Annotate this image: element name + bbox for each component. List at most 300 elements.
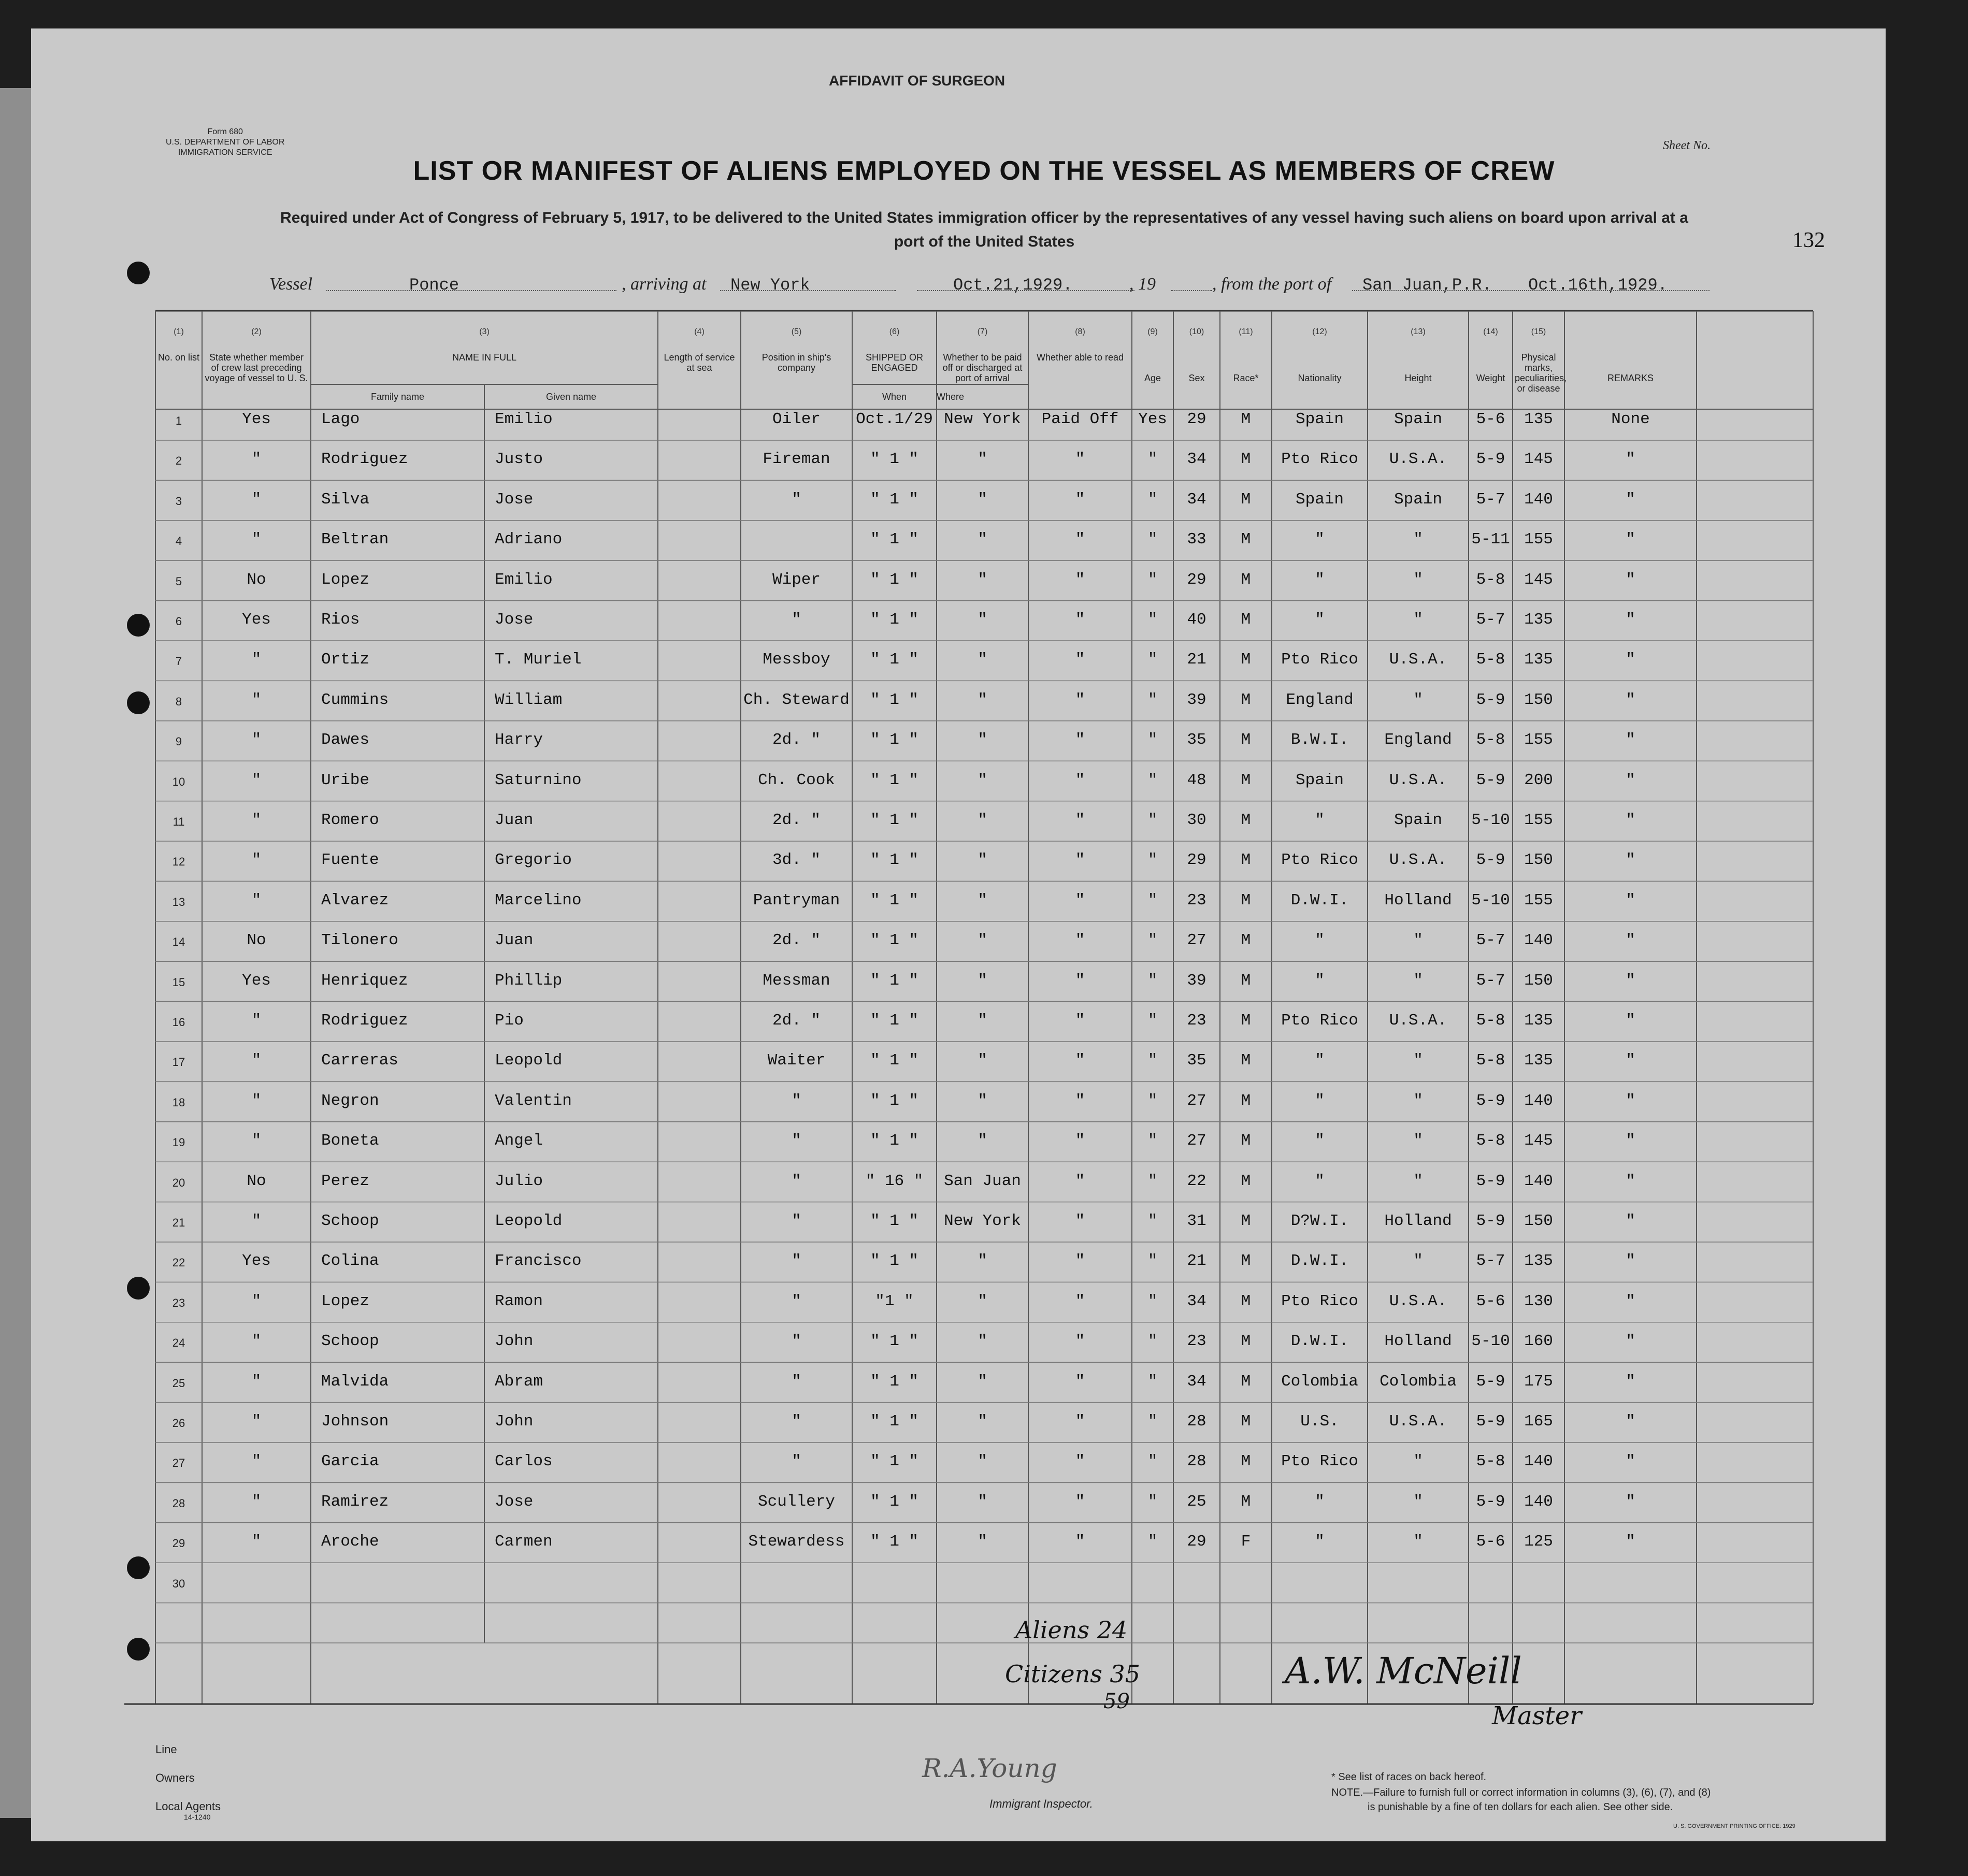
cell-nationality: Spain bbox=[1394, 410, 1442, 428]
cell-no: 17 bbox=[172, 1056, 185, 1069]
cell-no: 22 bbox=[172, 1256, 185, 1269]
cell-marks: " bbox=[1626, 530, 1635, 549]
cell-no: 1 bbox=[175, 414, 182, 427]
column-number: (7) bbox=[977, 327, 988, 336]
cell-nationality: " bbox=[1413, 1452, 1423, 1471]
cell-sex: M bbox=[1241, 1012, 1251, 1030]
cell-sex: M bbox=[1241, 931, 1251, 950]
cell-age: 34 bbox=[1187, 1372, 1206, 1391]
cell-member: Yes bbox=[242, 971, 271, 990]
cell-height: 5-7 bbox=[1476, 611, 1505, 629]
cell-position: 2d. " bbox=[772, 1012, 821, 1030]
cell-no: 9 bbox=[175, 735, 182, 748]
cell-read: " bbox=[1147, 971, 1158, 990]
column-header: Whether able to read bbox=[1036, 352, 1124, 363]
column-header: Length of service at sea bbox=[664, 352, 735, 373]
cell-member: " bbox=[251, 1452, 262, 1471]
cell-nationality: " bbox=[1413, 690, 1423, 709]
cell-height: 5-9 bbox=[1476, 1412, 1505, 1431]
cell-family: Carreras bbox=[321, 1051, 398, 1070]
cell-when: " 1 " bbox=[870, 611, 918, 629]
cell-when: " 1 " bbox=[870, 1492, 918, 1511]
cell-member: " bbox=[251, 1533, 262, 1551]
cell-age: 21 bbox=[1187, 1252, 1206, 1271]
cell-sex: M bbox=[1241, 1212, 1251, 1230]
cell-nationality: " bbox=[1413, 1051, 1423, 1070]
cell-marks: " bbox=[1626, 690, 1635, 709]
cell-marks: " bbox=[1626, 1452, 1635, 1471]
cell-marks: " bbox=[1626, 1212, 1635, 1230]
cell-sex: M bbox=[1241, 1492, 1251, 1511]
cell-position: " bbox=[792, 1452, 801, 1471]
cell-marks: " bbox=[1626, 971, 1635, 990]
column-number: (6) bbox=[889, 327, 900, 336]
cell-member: " bbox=[251, 731, 262, 749]
cell-nationality: Holland bbox=[1384, 891, 1452, 910]
cell-when: " 1 " bbox=[870, 530, 918, 549]
cell-nationality: Holland bbox=[1384, 1332, 1452, 1351]
cell-when: " 1 " bbox=[870, 1412, 918, 1431]
column-number: (3) bbox=[479, 327, 490, 336]
cell-given: Emilio bbox=[495, 410, 553, 428]
cell-race: B.W.I. bbox=[1290, 731, 1349, 749]
cell-member: No bbox=[247, 931, 266, 950]
cell-family: Malvida bbox=[321, 1372, 389, 1391]
cell-read: " bbox=[1147, 1012, 1158, 1030]
cell-age: 39 bbox=[1187, 690, 1206, 709]
cell-weight: 160 bbox=[1524, 1332, 1553, 1351]
cell-race: " bbox=[1315, 971, 1325, 990]
cell-no: 24 bbox=[172, 1336, 185, 1350]
fine-note-1: NOTE.—Failure to furnish full or correct information in columns (3), (6), (7), and (8) bbox=[1331, 1787, 1711, 1798]
cell-member: No bbox=[247, 570, 266, 589]
cell-age: 34 bbox=[1187, 450, 1206, 469]
master-signature: A.W. McNeill bbox=[1285, 1650, 1522, 1692]
cell-where: " bbox=[978, 931, 987, 950]
cell-sex: M bbox=[1241, 1412, 1251, 1431]
cell-paid: " bbox=[1075, 1332, 1085, 1351]
cell-sex: F bbox=[1241, 1533, 1251, 1551]
cell-where: " bbox=[978, 851, 987, 870]
cell-sex: M bbox=[1241, 731, 1251, 749]
cell-position: Fireman bbox=[763, 450, 830, 469]
cell-race: Spain bbox=[1295, 410, 1344, 428]
cell-age: 40 bbox=[1187, 611, 1206, 629]
agents-label: Local Agents bbox=[155, 1800, 221, 1813]
cell-sex: M bbox=[1241, 450, 1251, 469]
cell-read: " bbox=[1147, 851, 1158, 870]
cell-age: 34 bbox=[1187, 490, 1206, 509]
cell-member: " bbox=[251, 1292, 262, 1310]
cell-age: 35 bbox=[1187, 1051, 1206, 1070]
aliens-total-label: Aliens bbox=[1015, 1616, 1090, 1644]
cell-when: " 1 " bbox=[870, 1372, 918, 1391]
cell-read: " bbox=[1147, 771, 1158, 789]
cell-given: Leopold bbox=[495, 1212, 563, 1230]
cell-age: 23 bbox=[1187, 1332, 1206, 1351]
cell-age: 29 bbox=[1187, 570, 1206, 589]
cell-weight: 145 bbox=[1524, 450, 1553, 469]
footer-form-code: 14-1240 bbox=[184, 1813, 211, 1821]
cell-member: " bbox=[251, 811, 262, 829]
cell-where: " bbox=[978, 1492, 987, 1511]
cell-sex: M bbox=[1241, 851, 1251, 870]
cell-marks: " bbox=[1626, 570, 1635, 589]
cell-weight: 140 bbox=[1524, 1452, 1553, 1471]
cell-family: Uribe bbox=[321, 771, 370, 789]
cell-member: " bbox=[251, 1132, 262, 1150]
cell-race: Spain bbox=[1295, 490, 1344, 509]
cell-where: " bbox=[978, 1372, 987, 1391]
column-subheader: Given name bbox=[545, 392, 597, 402]
cell-where: " bbox=[978, 1412, 987, 1431]
cell-race: " bbox=[1315, 530, 1325, 549]
cell-no: 4 bbox=[175, 535, 182, 548]
departure-date: Oct.16th,1929. bbox=[1528, 276, 1668, 295]
cell-given: John bbox=[495, 1332, 534, 1351]
cell-family: Rodriguez bbox=[321, 1012, 408, 1030]
cell-race: " bbox=[1315, 1492, 1325, 1511]
vessel-label: Vessel bbox=[269, 275, 313, 294]
cell-sex: M bbox=[1241, 410, 1251, 428]
cell-family: Henriquez bbox=[321, 971, 408, 990]
citizens-total-value: 35 bbox=[1110, 1660, 1140, 1688]
cell-paid: " bbox=[1075, 690, 1085, 709]
cell-read: Yes bbox=[1138, 410, 1167, 428]
column-number: (8) bbox=[1075, 327, 1085, 336]
cell-where: " bbox=[978, 1292, 987, 1310]
arrival-date: Oct.21,1929. bbox=[953, 276, 1073, 295]
cell-nationality: U.S.A. bbox=[1389, 651, 1447, 669]
cell-nationality: U.S.A. bbox=[1389, 1292, 1447, 1310]
cell-age: 27 bbox=[1187, 1091, 1206, 1110]
owners-label: Owners bbox=[155, 1771, 195, 1784]
aliens-total bbox=[1015, 1616, 1127, 1644]
cell-where: " bbox=[978, 1332, 987, 1351]
cell-member: " bbox=[251, 651, 262, 669]
cell-position: " bbox=[792, 1091, 801, 1110]
cell-age: 23 bbox=[1187, 1012, 1206, 1030]
cell-height: 5-10 bbox=[1471, 891, 1510, 910]
cell-where: " bbox=[978, 570, 987, 589]
cell-when: " 1 " bbox=[870, 811, 918, 829]
cell-family: Negron bbox=[321, 1091, 379, 1110]
column-header: Whether to be paid off or discharged at port of arrival bbox=[942, 352, 1023, 383]
cell-when: " 1 " bbox=[870, 1212, 918, 1230]
cell-given: Julio bbox=[495, 1172, 543, 1190]
printer-imprint: U. S. GOVERNMENT PRINTING OFFICE: 1929 bbox=[1673, 1823, 1795, 1829]
cell-when: " 1 " bbox=[870, 1012, 918, 1030]
cell-age: 27 bbox=[1187, 931, 1206, 950]
cell-paid: " bbox=[1075, 530, 1085, 549]
cell-height: 5-8 bbox=[1476, 731, 1505, 749]
cell-when: " 16 " bbox=[865, 1172, 924, 1190]
cell-given: T. Muriel bbox=[495, 651, 582, 669]
cell-given: Angel bbox=[495, 1132, 543, 1150]
cell-family: Fuente bbox=[321, 851, 379, 870]
cell-weight: 145 bbox=[1524, 1132, 1553, 1150]
cell-marks: " bbox=[1626, 1051, 1635, 1070]
cell-paid: " bbox=[1075, 1212, 1085, 1230]
cell-height: 5-9 bbox=[1476, 851, 1505, 870]
cell-family: Dawes bbox=[321, 731, 370, 749]
cell-family: Alvarez bbox=[321, 891, 389, 910]
cell-marks: " bbox=[1626, 1412, 1635, 1431]
cell-age: 28 bbox=[1187, 1412, 1206, 1431]
column-header: Nationality bbox=[1298, 373, 1342, 383]
cell-no: 23 bbox=[172, 1296, 185, 1309]
cell-race: " bbox=[1315, 1091, 1325, 1110]
cell-no: 6 bbox=[175, 615, 182, 628]
cell-height: 5-7 bbox=[1476, 971, 1505, 990]
cell-paid: " bbox=[1075, 450, 1085, 469]
cell-paid: " bbox=[1075, 771, 1085, 789]
cell-height: 5-8 bbox=[1476, 1452, 1505, 1471]
cell-member: " bbox=[251, 851, 262, 870]
cell-family: Ramirez bbox=[321, 1492, 389, 1511]
cell-when: " 1 " bbox=[870, 1252, 918, 1271]
cell-where: " bbox=[978, 450, 987, 469]
cell-position: Scullery bbox=[758, 1492, 835, 1511]
cell-family: Schoop bbox=[321, 1212, 379, 1230]
column-subheader: When bbox=[882, 392, 907, 402]
cell-given: Pio bbox=[495, 1012, 524, 1030]
cell-no: 3 bbox=[175, 494, 182, 508]
cell-read: " bbox=[1147, 891, 1158, 910]
cell-weight: 125 bbox=[1524, 1533, 1553, 1551]
cell-nationality: " bbox=[1413, 570, 1423, 589]
cell-position: " bbox=[792, 490, 801, 509]
cell-member: " bbox=[251, 1091, 262, 1110]
cell-nationality: " bbox=[1413, 1091, 1423, 1110]
cell-race: D?W.I. bbox=[1290, 1212, 1349, 1230]
cell-race: D.W.I. bbox=[1290, 1332, 1349, 1351]
cell-paid: " bbox=[1075, 611, 1085, 629]
cell-read: " bbox=[1147, 931, 1158, 950]
affidavit-heading: AFFIDAVIT OF SURGEON bbox=[829, 73, 1005, 89]
cell-given: Jose bbox=[495, 611, 534, 629]
cell-height: 5-7 bbox=[1476, 490, 1505, 509]
cell-race: U.S. bbox=[1300, 1412, 1339, 1431]
cell-member: " bbox=[251, 1332, 262, 1351]
cell-sex: M bbox=[1241, 611, 1251, 629]
cell-family: Ortiz bbox=[321, 651, 370, 669]
cell-height: 5-9 bbox=[1476, 1212, 1505, 1230]
from-port-label: , from the port of bbox=[1212, 275, 1332, 294]
cell-member: " bbox=[251, 1212, 262, 1230]
cell-given: Leopold bbox=[495, 1051, 563, 1070]
cell-no: 11 bbox=[173, 815, 185, 828]
cell-family: Lago bbox=[321, 410, 360, 428]
cell-paid: " bbox=[1075, 891, 1085, 910]
cell-age: 29 bbox=[1187, 410, 1206, 428]
cell-position: Ch. Cook bbox=[758, 771, 835, 789]
cell-no: 29 bbox=[172, 1537, 185, 1550]
citizens-total bbox=[1005, 1660, 1140, 1688]
cell-family: Silva bbox=[321, 490, 370, 509]
cell-when: " 1 " bbox=[870, 851, 918, 870]
cell-given: William bbox=[495, 690, 563, 709]
cell-no: 13 bbox=[172, 895, 185, 908]
cell-where: " bbox=[978, 771, 987, 789]
cell-family: Colina bbox=[321, 1252, 379, 1271]
form-department: U.S. DEPARTMENT OF LABOR bbox=[166, 138, 285, 147]
cell-read: " bbox=[1147, 1412, 1158, 1431]
cell-height: 5-6 bbox=[1476, 1292, 1505, 1310]
subtitle-line-1: Required under Act of Congress of February 5, 1917, to be delivered to the United States immigration officer by the representatives of any vessel having such aliens on board upon arrival at a bbox=[280, 209, 1688, 226]
cell-no: 19 bbox=[172, 1136, 185, 1149]
cell-height: 5-9 bbox=[1476, 450, 1505, 469]
form-number: Form 680 bbox=[207, 127, 243, 136]
cell-when: " 1 " bbox=[870, 931, 918, 950]
cell-paid: " bbox=[1075, 1012, 1085, 1030]
line-label: Line bbox=[155, 1743, 177, 1756]
cell-paid: " bbox=[1075, 570, 1085, 589]
cell-when: " 1 " bbox=[870, 1332, 918, 1351]
cell-given: John bbox=[495, 1412, 534, 1431]
cell-weight: 135 bbox=[1524, 611, 1553, 629]
cell-given: Juan bbox=[495, 811, 534, 829]
cell-height: 5-9 bbox=[1476, 771, 1505, 789]
column-header: Age bbox=[1144, 373, 1161, 383]
cell-no: 10 bbox=[172, 775, 185, 788]
cell-when: " 1 " bbox=[870, 891, 918, 910]
cell-read: " bbox=[1147, 1292, 1158, 1310]
cell-where: " bbox=[978, 690, 987, 709]
cell-no: 25 bbox=[172, 1376, 185, 1390]
cell-sex: M bbox=[1241, 1372, 1251, 1391]
cell-paid: " bbox=[1075, 1292, 1085, 1310]
column-subheader: Family name bbox=[370, 392, 425, 402]
cell-sex: M bbox=[1241, 1252, 1251, 1271]
cell-read: " bbox=[1147, 530, 1158, 549]
cell-no: 14 bbox=[172, 935, 185, 949]
cell-paid: " bbox=[1075, 1252, 1085, 1271]
cell-nationality: Holland bbox=[1384, 1212, 1452, 1230]
cell-when: " 1 " bbox=[870, 1091, 918, 1110]
citizens-total-label: Citizens bbox=[1005, 1660, 1102, 1688]
cell-race: " bbox=[1315, 811, 1325, 829]
cell-position: 2d. " bbox=[772, 811, 821, 829]
cell-paid: " bbox=[1075, 1492, 1085, 1511]
cell-where: " bbox=[978, 1091, 987, 1110]
cell-weight: 165 bbox=[1524, 1412, 1553, 1431]
cell-read: " bbox=[1147, 651, 1158, 669]
cell-read: " bbox=[1147, 1452, 1158, 1471]
cell-read: " bbox=[1147, 731, 1158, 749]
cell-member: " bbox=[251, 1372, 262, 1391]
cell-when: " 1 " bbox=[870, 1132, 918, 1150]
cell-given: Jose bbox=[495, 1492, 534, 1511]
cell-read: " bbox=[1147, 570, 1158, 589]
cell-when: Oct.1/29 bbox=[856, 410, 933, 428]
cell-paid: " bbox=[1075, 1533, 1085, 1551]
cell-race: Pto Rico bbox=[1281, 651, 1358, 669]
cell-where: San Juan bbox=[944, 1172, 1021, 1190]
cell-position: " bbox=[792, 1212, 801, 1230]
cell-marks: " bbox=[1626, 931, 1635, 950]
column-number: (11) bbox=[1239, 327, 1253, 336]
cell-member: " bbox=[251, 490, 262, 509]
cell-when: " 1 " bbox=[870, 651, 918, 669]
cell-position: 2d. " bbox=[772, 731, 821, 749]
races-note: * See list of races on back hereof. bbox=[1331, 1771, 1487, 1783]
cell-nationality: " bbox=[1413, 931, 1423, 950]
cell-member: " bbox=[251, 690, 262, 709]
cell-race: " bbox=[1315, 570, 1325, 589]
cell-marks: " bbox=[1626, 490, 1635, 509]
column-number: (12) bbox=[1312, 327, 1327, 336]
arriving-port: New York bbox=[730, 276, 810, 295]
column-header: Height bbox=[1404, 373, 1432, 383]
cell-position: 2d. " bbox=[772, 931, 821, 950]
cell-family: Beltran bbox=[321, 530, 389, 549]
cell-read: " bbox=[1147, 1212, 1158, 1230]
cell-position: Oiler bbox=[772, 410, 821, 428]
column-number: (10) bbox=[1189, 327, 1204, 336]
cell-position: Messboy bbox=[763, 651, 830, 669]
cell-height: 5-9 bbox=[1476, 1492, 1505, 1511]
cell-nationality: U.S.A. bbox=[1389, 450, 1447, 469]
cell-member: Yes bbox=[242, 410, 271, 428]
cell-height: 5-8 bbox=[1476, 1051, 1505, 1070]
cell-when: " 1 " bbox=[870, 771, 918, 789]
cell-where: New York bbox=[944, 1212, 1021, 1230]
cell-sex: M bbox=[1241, 971, 1251, 990]
cell-race: D.W.I. bbox=[1290, 891, 1349, 910]
cell-position: " bbox=[792, 1372, 801, 1391]
cell-when: " 1 " bbox=[870, 1452, 918, 1471]
cell-weight: 155 bbox=[1524, 811, 1553, 829]
column-number: (2) bbox=[251, 327, 262, 336]
cell-weight: 135 bbox=[1524, 410, 1553, 428]
cell-given: Gregorio bbox=[495, 851, 572, 870]
cell-weight: 150 bbox=[1524, 971, 1553, 990]
column-number: (4) bbox=[694, 327, 705, 336]
cell-position: " bbox=[792, 1292, 801, 1310]
cell-given: Harry bbox=[495, 731, 543, 749]
cell-height: 5-9 bbox=[1476, 1091, 1505, 1110]
cell-given: Jose bbox=[495, 490, 534, 509]
cell-race: D.W.I. bbox=[1290, 1252, 1349, 1271]
sheet-number: 132 bbox=[1792, 228, 1825, 252]
cell-where: " bbox=[978, 1533, 987, 1551]
cell-position: " bbox=[792, 1252, 801, 1271]
inspector-label: Immigrant Inspector. bbox=[989, 1797, 1093, 1810]
master-title: Master bbox=[1492, 1701, 1582, 1730]
cell-position: Pantryman bbox=[753, 891, 840, 910]
cell-marks: " bbox=[1626, 851, 1635, 870]
cell-race: " bbox=[1315, 1132, 1325, 1150]
cell-height: 5-8 bbox=[1476, 570, 1505, 589]
cell-no: 20 bbox=[172, 1176, 185, 1189]
cell-when: " 1 " bbox=[870, 490, 918, 509]
cell-position: Messman bbox=[763, 971, 830, 990]
cell-read: " bbox=[1147, 1372, 1158, 1391]
cell-when: " 1 " bbox=[870, 1533, 918, 1551]
cell-paid: " bbox=[1075, 971, 1085, 990]
cell-where: " bbox=[978, 651, 987, 669]
cell-where: " bbox=[978, 490, 987, 509]
cell-paid: " bbox=[1075, 1372, 1085, 1391]
cell-marks: " bbox=[1626, 891, 1635, 910]
cell-member: " bbox=[251, 450, 262, 469]
cell-nationality: " bbox=[1413, 611, 1423, 629]
column-number: (5) bbox=[791, 327, 802, 336]
cell-family: Cummins bbox=[321, 690, 389, 709]
cell-sex: M bbox=[1241, 1452, 1251, 1471]
cell-read: " bbox=[1147, 1252, 1158, 1271]
